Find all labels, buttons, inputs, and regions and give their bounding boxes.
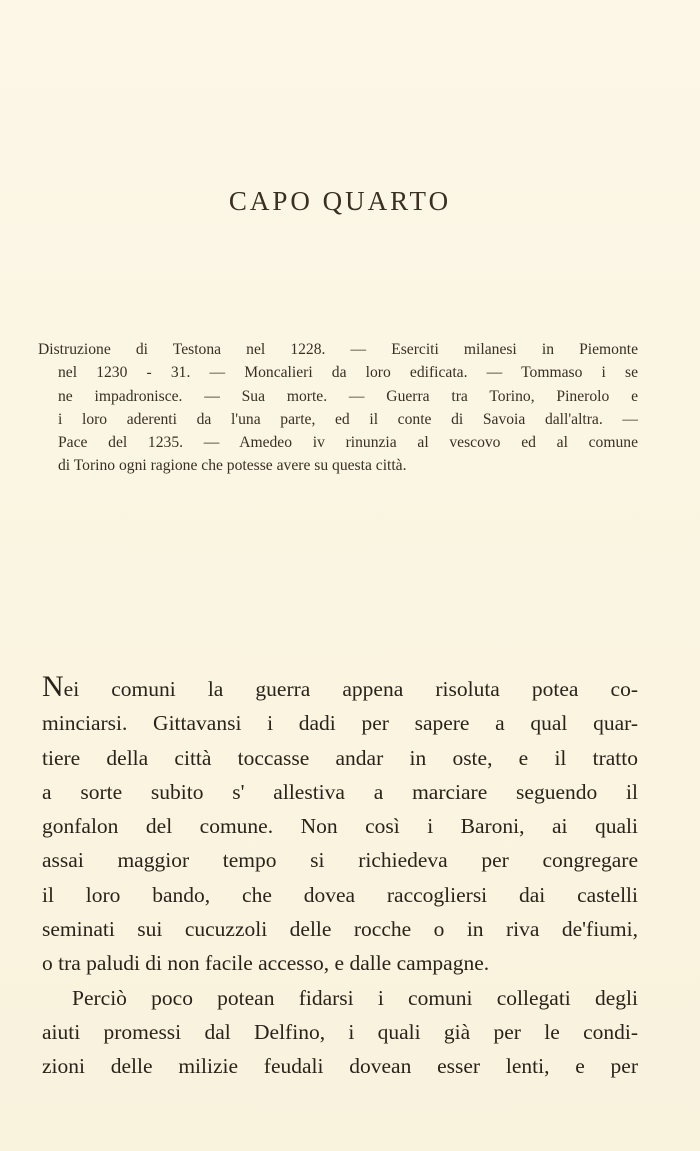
- chapter-title: CAPO QUARTO: [228, 186, 452, 216]
- first-line-text: ei comuni la guerra appena risoluta potea co-: [63, 677, 638, 701]
- summary-line: Pace del 1235. — Amedeo iv rinunzia al vescovo ed al comune: [58, 434, 638, 452]
- body-line: gonfalon del comune. Non così i Baroni, ai quali: [42, 814, 638, 839]
- summary-line: di Torino ogni ragione che potesse avere su questa città.: [58, 457, 407, 475]
- chapter-summary: [38, 338, 638, 478]
- body-line: minciarsi. Gittavansi i dadi per sapere a qual quar-: [42, 711, 638, 736]
- body-line: seminati sui cucuzzoli delle rocche o in riva de'fiumi,: [42, 917, 638, 942]
- paragraph2-line: aiuti promessi dal Delfino, i quali già per le condi-: [42, 1019, 638, 1044]
- paragraph2-line: Perciò poco potean fidarsi i comuni collegati degli: [72, 985, 638, 1010]
- body-line: assai maggior tempo si richiedeva per congregare: [42, 848, 638, 873]
- body-line: il loro bando, che dovea raccogliersi dai castelli: [42, 882, 638, 907]
- body-text: [42, 672, 638, 1084]
- body-line: a sorte subito s' allestiva a marciare seguendo il: [42, 779, 638, 804]
- paragraph2-line: zioni delle milizie feudali dovean esser lenti, e per: [42, 1054, 638, 1079]
- drop-cap: N: [42, 670, 64, 703]
- body-line: tiere della città toccasse andar in oste, e il tratto: [42, 745, 638, 770]
- body-line: o tra paludi di non facile accesso, e dalle campagne.: [42, 951, 490, 976]
- summary-line: ne impadronisce. — Sua morte. — Guerra tra Torino, Pinerolo e: [58, 387, 638, 405]
- summary-line: i loro aderenti da l'una parte, ed il conte di Savoia dall'altra. —: [58, 410, 638, 428]
- body-first-line: [42, 672, 638, 706]
- summary-line: nel 1230 - 31. — Moncalieri da loro edificata. — Tommaso i se: [58, 364, 638, 382]
- summary-line: Distruzione di Testona nel 1228. — Eserciti milanesi in Piemonte: [38, 341, 638, 358]
